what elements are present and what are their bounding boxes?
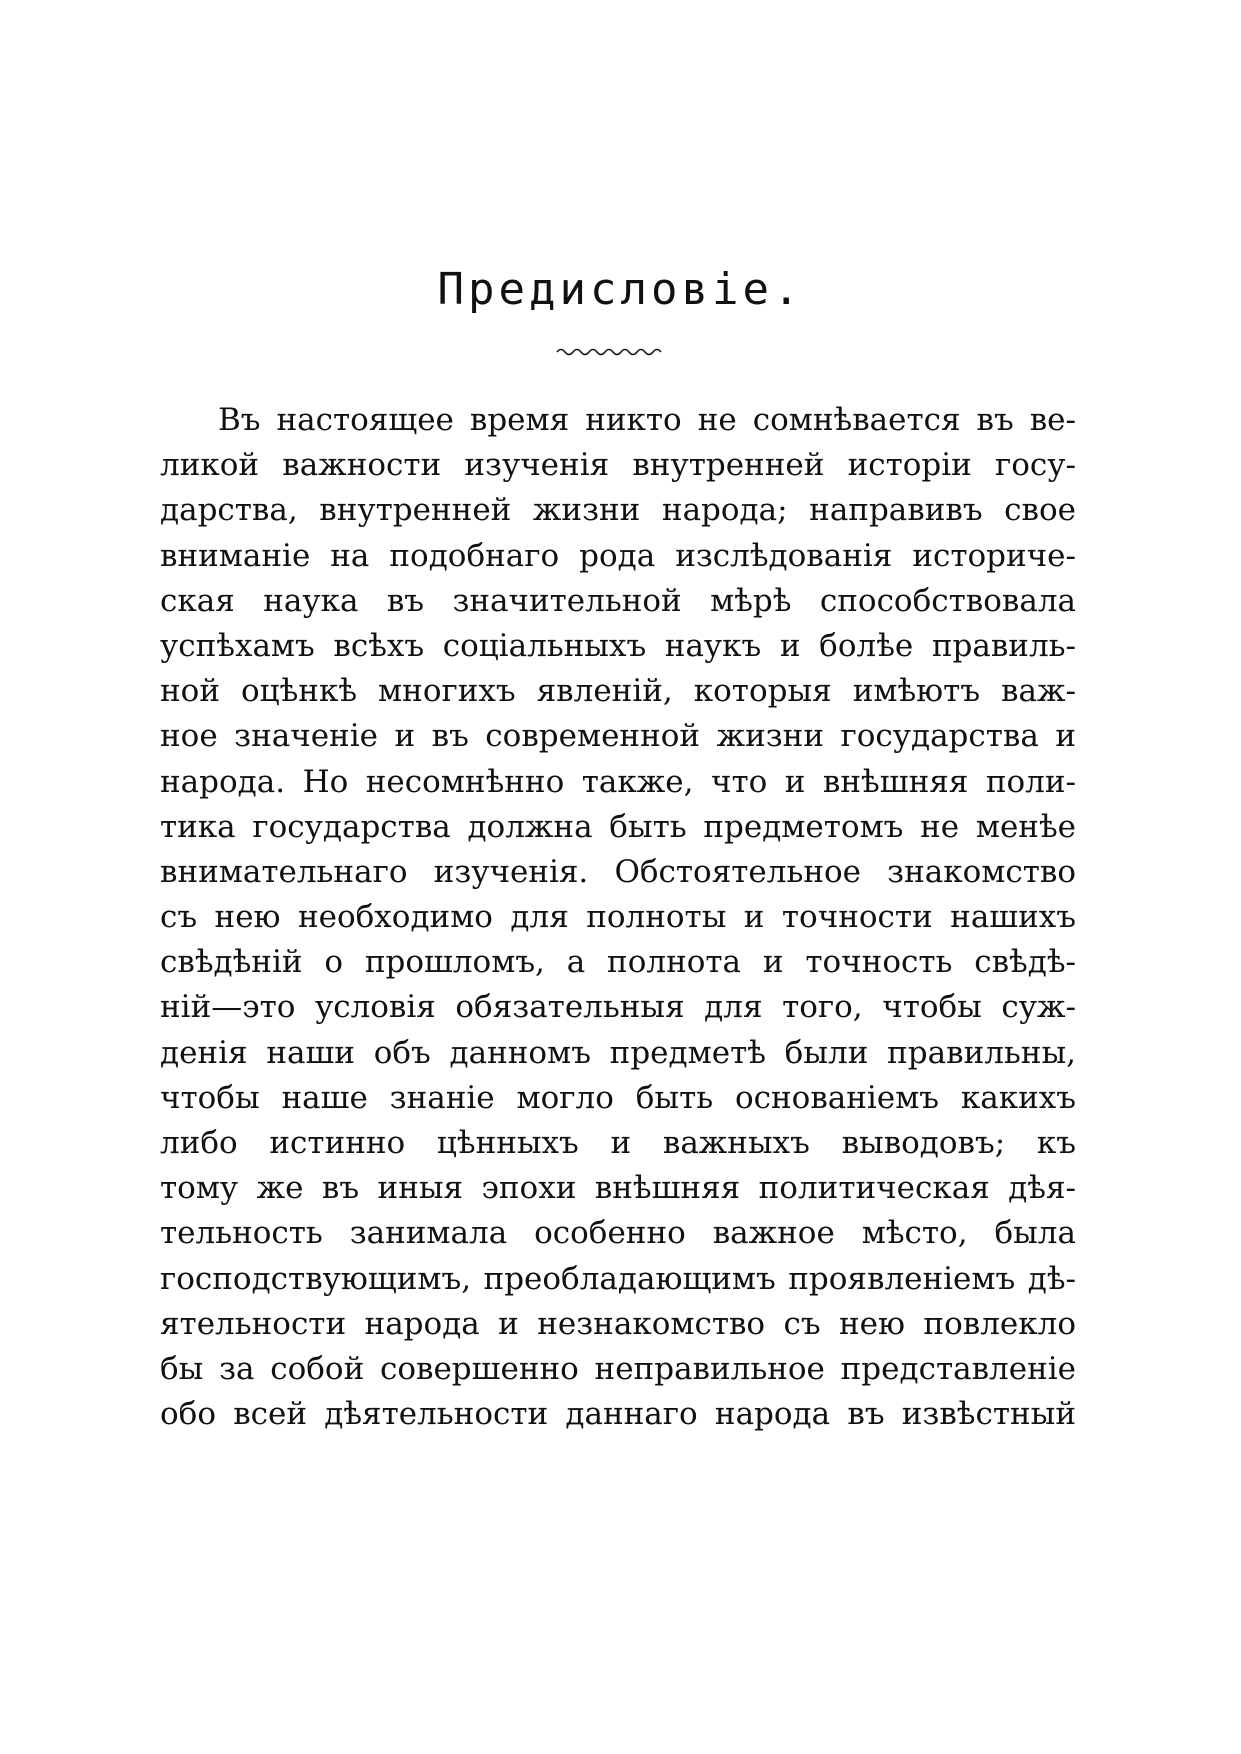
text-line: ская наука въ значительной мѣрѣ способствовала <box>160 582 1076 619</box>
text-line: ятельности народа и незнакомство съ нею повлекло <box>160 1305 1076 1342</box>
text-line: внимательнаго изученія. Обстоятельное знакомство <box>160 853 1076 890</box>
text-line: ликой важности изученія внутренней исторіи госу- <box>160 447 1076 484</box>
text-line: денія наши объ данномъ предметѣ были правильны, <box>160 1034 1076 1071</box>
text-line: ной оцѣнкѣ многихъ явленій, которыя имѣютъ важ- <box>160 673 1076 710</box>
text-line: вниманіе на подобнаго рода изслѣдованія историче- <box>160 537 1076 574</box>
text-line: тельность занимала особенно важное мѣсто, была <box>160 1215 1076 1252</box>
text-line: тому же въ иныя эпохи внѣшняя политическая дѣя- <box>160 1170 1076 1207</box>
text-line: бы за собой совершенно неправильное представленіе <box>160 1350 1076 1387</box>
text-line: успѣхамъ всѣхъ соціальныхъ наукъ и болѣе правиль- <box>160 627 1076 664</box>
text-line: народа. Но несомнѣнно также, что и внѣшняя поли- <box>160 763 1076 800</box>
text-line: тика государства должна быть предметомъ не менѣе <box>160 808 1076 845</box>
text-line: господствующимъ, преобладающимъ проявленіемъ дѣ- <box>160 1260 1076 1297</box>
text-line: либо истинно цѣнныхъ и важныхъ выводовъ; къ <box>160 1125 1076 1161</box>
text-line: обо всей дѣятельности даннаго народа въ извѣстный <box>160 1396 1076 1433</box>
body-paragraph <box>160 398 1076 1437</box>
wavy-line-ornament-icon <box>555 345 665 359</box>
text-line: ное значеніе и въ современной жизни государства и <box>160 718 1076 755</box>
text-line: ній—это условія обязательныя для того, чтобы суж- <box>160 989 1076 1026</box>
text-line: съ нею необходимо для полноты и точности нашихъ <box>160 899 1076 936</box>
text-line: Въ настоящее время никто не сомнѣвается въ ве- <box>218 402 1076 438</box>
text-line: свѣдѣній о прошломъ, а полнота и точность свѣдѣ- <box>160 944 1076 981</box>
page-title: Предисловіе. <box>437 264 804 315</box>
text-line: чтобы наше знаніе могло быть основаніемъ какихъ <box>160 1079 1076 1116</box>
text-line: дарства, внутренней жизни народа; направивъ свое <box>160 492 1076 529</box>
